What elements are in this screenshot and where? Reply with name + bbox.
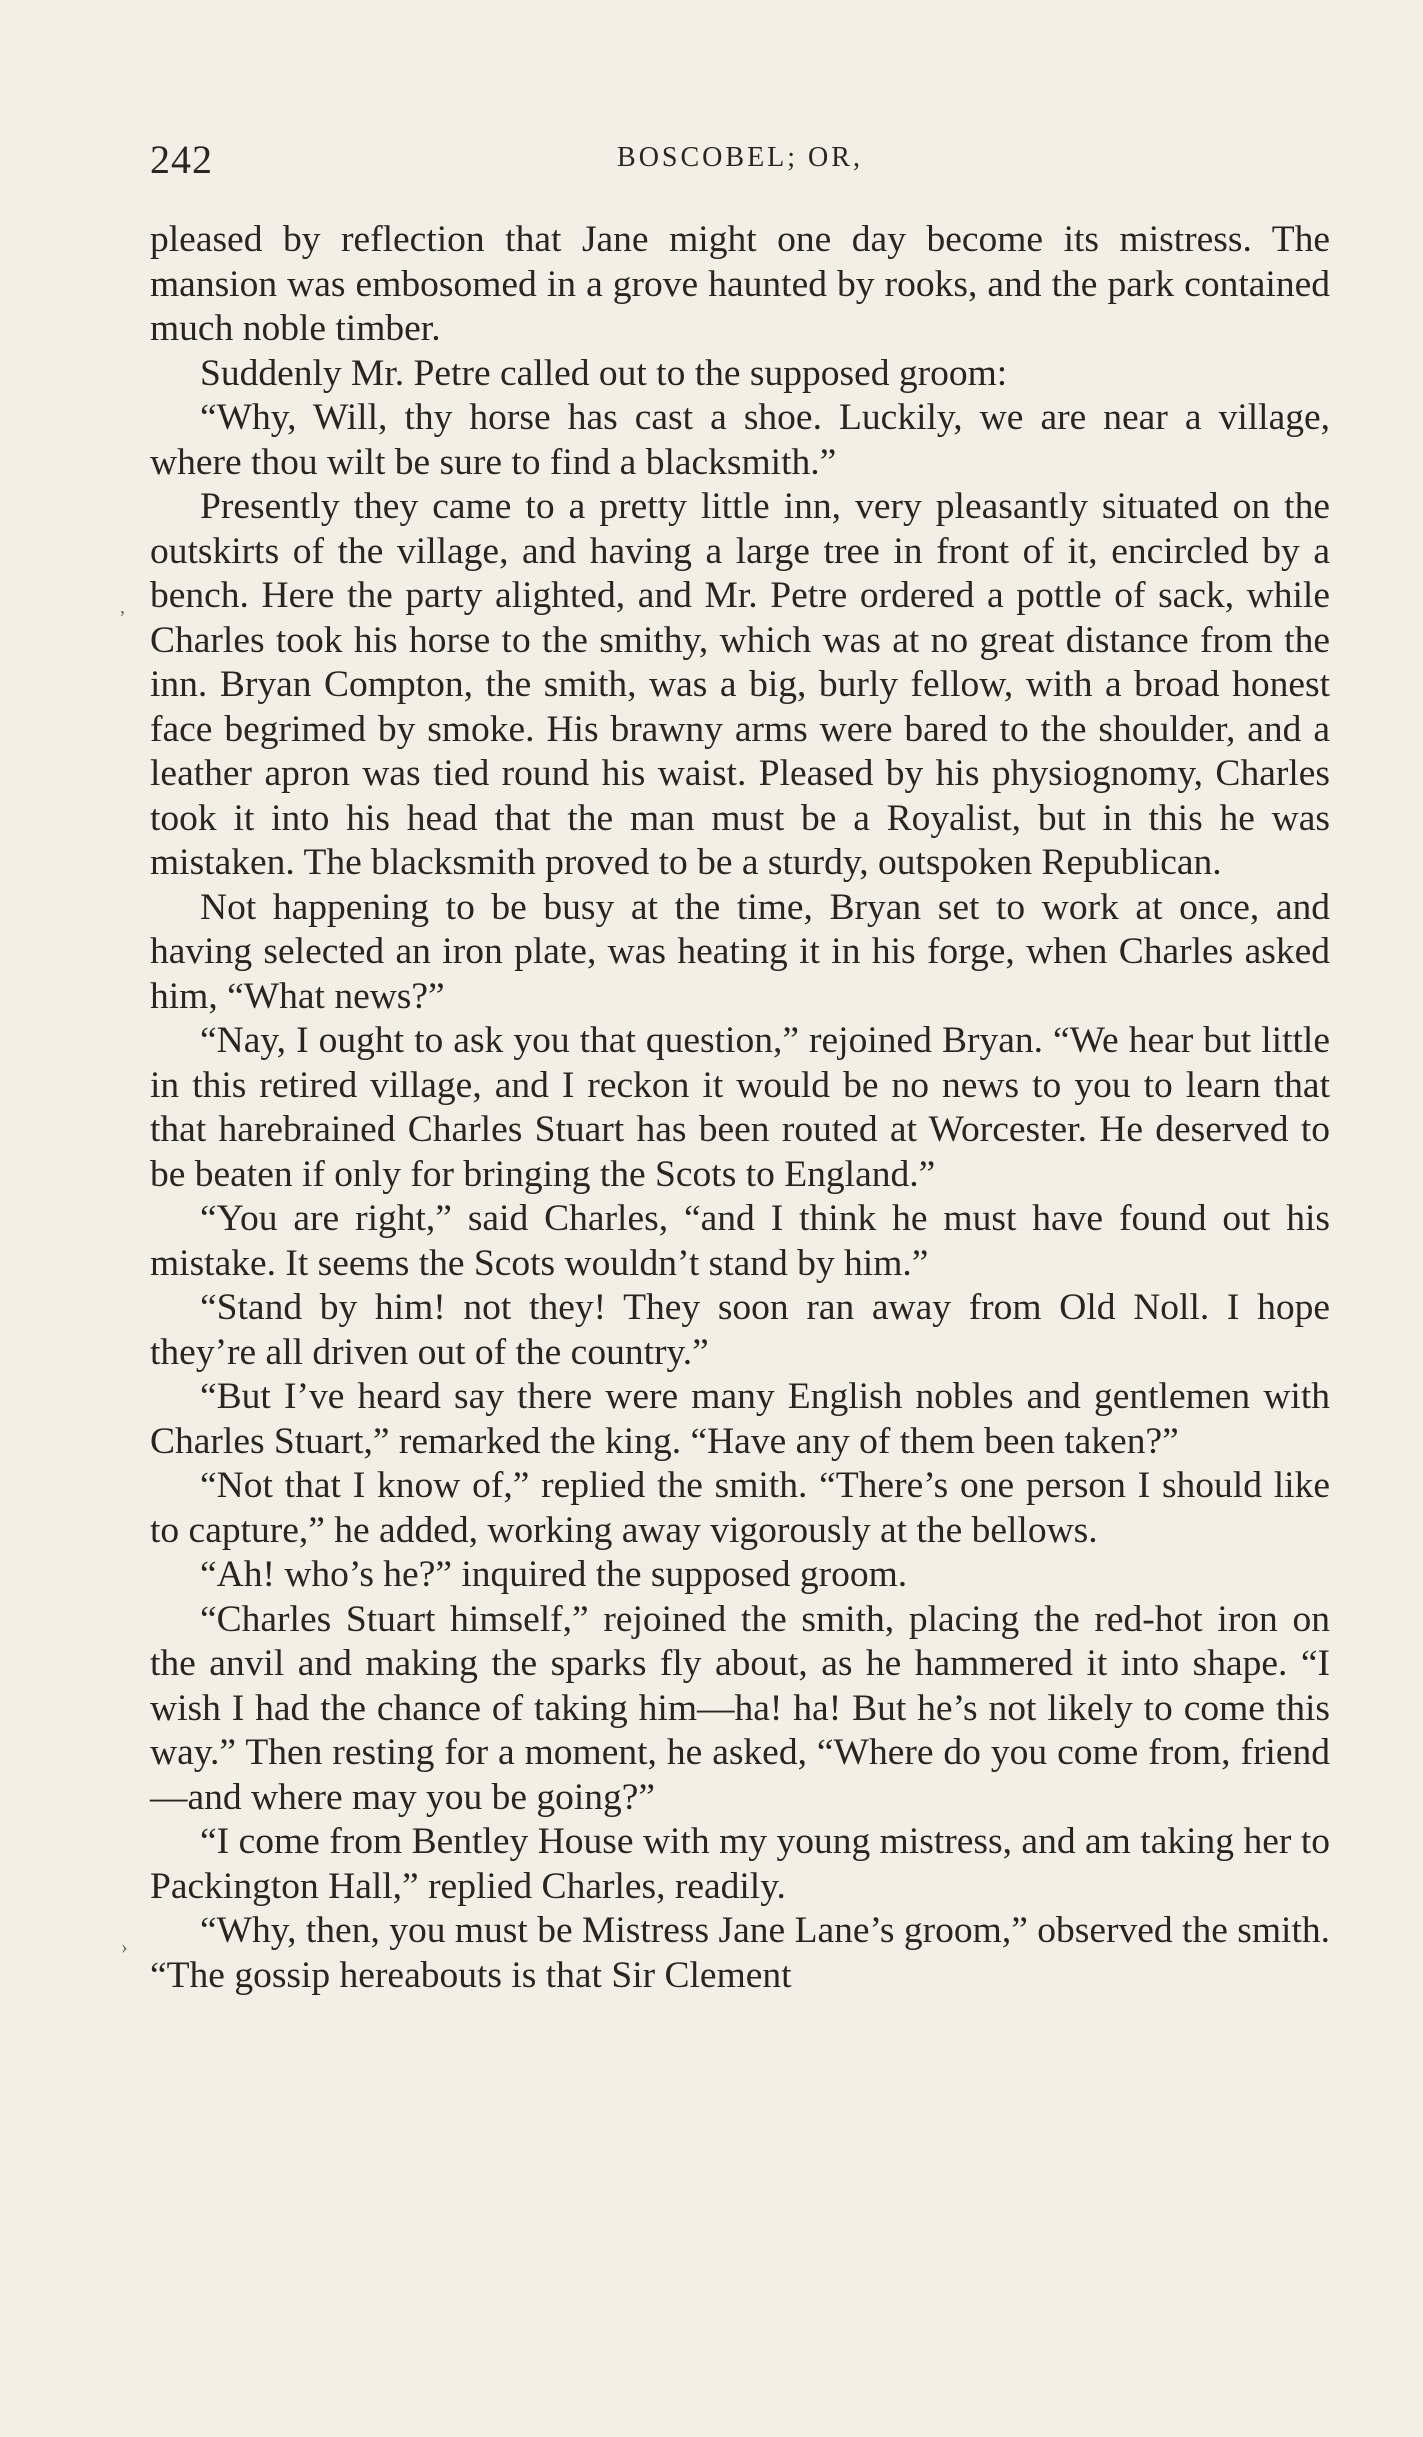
- margin-speck: ,: [120, 596, 125, 618]
- paragraph: Not happening to be busy at the time, Bryan set to work at once, and having selected an iron plate, was heating it in his forge, when Charles asked him, “What news?”: [150, 886, 1330, 1017]
- margin-speck: ›: [121, 1936, 128, 1958]
- paragraph: “Charles Stuart himself,” rejoined the smith, placing the red-hot iron on the anvil and making the sparks fly about, as he hammered it into shape. “I wish I had the chance of taking him—ha! ha! But he’s not likely to come this way.” Then resting for a moment, he asked, “Where do you come from, friend—and where may you be going?”: [150, 1598, 1330, 1818]
- paragraph: “Ah! who’s he?” inquired the supposed groom.: [200, 1554, 908, 1595]
- paragraph: “Why, then, you must be Mistress Jane Lane’s groom,” observed the smith. “The gossip hereabouts is that Sir Clement: [150, 1910, 1330, 1996]
- page-header: [150, 136, 1330, 186]
- paragraph: “Stand by him! not they! They soon ran away from Old Noll. I hope they’re all driven out of the country.”: [150, 1287, 1330, 1373]
- paragraph: “Not that I know of,” replied the smith. “There’s one person I should like to capture,” he added, working away vigorously at the bellows.: [150, 1465, 1330, 1551]
- paragraph: Suddenly Mr. Petre called out to the supposed groom:: [200, 352, 1008, 394]
- body-text: [150, 218, 1330, 1998]
- page-number: 242: [150, 137, 213, 182]
- paragraph: pleased by reflection that Jane might one day become its mistress. The mansion was embosomed in a grove haunted by rooks, and the park contained much noble timber.: [150, 219, 1330, 349]
- paragraph: “Nay, I ought to ask you that question,” rejoined Bryan. “We hear but little in this retired village, and I reckon it would be no news to you to learn that that harebrained Charles Stuart has been routed at Worcester. He deserved to be beaten if only for bringing the Scots to England.”: [150, 1020, 1330, 1195]
- paragraph: Presently they came to a pretty little inn, very pleasantly situated on the outskirts of the village, and having a large tree in front of it, encircled by a bench. Here the party alighted, and Mr. Petre ordered a pottle of sack, while Charles took his horse to the smithy, which was at no great distance from the inn. Bryan Compton, the smith, was a big, burly fellow, with a broad honest face begrimed by smoke. His brawny arms were bared to the shoulder, and a leather apron was tied round his waist. Pleased by his physiognomy, Charles took it into his head that the man must be a Royalist, but in this he was mistaken. The blacksmith proved to be a sturdy, outspoken Republican.: [150, 486, 1330, 883]
- paragraph: “Why, Will, thy horse has cast a shoe. Luckily, we are near a village, where thou wilt be sure to find a blacksmith.”: [150, 397, 1330, 483]
- paragraph: “I come from Bentley House with my young mistress, and am taking her to Packington Hall,” replied Charles, readily.: [150, 1821, 1330, 1907]
- paragraph: “You are right,” said Charles, “and I think he must have found out his mistake. It seems the Scots wouldn’t stand by him.”: [150, 1198, 1330, 1284]
- running-head: BOSCOBEL; OR,: [617, 142, 863, 173]
- paragraph: “But I’ve heard say there were many English nobles and gentlemen with Charles Stuart,” remarked the king. “Have any of them been taken?”: [150, 1376, 1330, 1462]
